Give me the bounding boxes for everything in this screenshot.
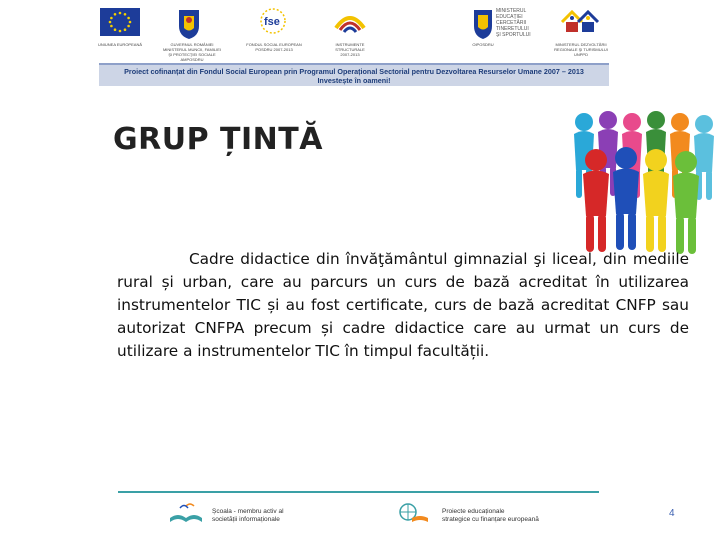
globe-book-icon	[394, 500, 434, 526]
banner-text: Proiect cofinanțat din Fondul Social European prin Programul Operațional Sectorial pentru Dezvoltarea Resurselor Umane 2007 – 2013 Investește în oameni!	[124, 67, 584, 85]
romania-coat-of-arms-icon	[176, 6, 202, 40]
svg-text:fse: fse	[264, 16, 280, 28]
ministry-text-icon: MINISTERUL EDUCAŢIEI CERCETĂRII TINERETULUI ŞI SPORTULUI	[496, 8, 531, 38]
cofinancing-banner	[99, 63, 609, 86]
footer-left-text: Școala - membru activ al societății informaționale	[212, 508, 284, 523]
body-paragraph: Cadre didactice din învăţământul gimnazial şi liceal, din mediile rural și urban, care au parcurs un curs de bază acreditat în utilizarea instrumentelor TIC și au fost certificate, curs de bază acreditat CNFP sau autorizat CNFPA precum și cadre didactice care au urmat un curs de utilizare a instrumentelor TIC în timpul facultății.	[117, 250, 689, 360]
open-book-icon	[166, 500, 206, 526]
logo-caption: OIPOSDRU	[472, 42, 494, 47]
logo-caption: INSTRUMENTE STRUCTURALE 2007-2013	[335, 42, 365, 57]
ministry-coat-of-arms-icon	[472, 6, 494, 40]
page-number: 4	[669, 508, 675, 519]
eu-flag-icon	[100, 6, 140, 38]
logo-caption: FONDUL SOCIAL EUROPEAN POSDRU 2007-2013	[246, 42, 302, 52]
instrumente-structurale-icon	[332, 6, 368, 36]
footer-right-text: Proiecte educaționale strategice cu finanțare europeană	[442, 508, 539, 523]
logo-caption: GUVERNUL ROMÂNIEI MINISTERUL MUNCII, FAMILIEI ŞI PROTECŢIEI SOCIALE AMPOSDRU	[162, 42, 222, 62]
slide-title: GRUP ȚINTĂ	[113, 122, 323, 157]
colorful-people-group-icon	[562, 100, 720, 260]
logo-caption: MINISTERUL DEZVOLTĂRII REGIONALE ŞI TURISMULUI UNPPD	[554, 42, 608, 57]
logo-caption: UNIUNEA EUROPEANĂ	[97, 42, 142, 47]
fse-logo-icon	[256, 6, 290, 36]
dezvoltare-regionala-icon	[558, 6, 608, 36]
logo-bar	[96, 6, 612, 62]
footer-divider	[118, 491, 599, 493]
